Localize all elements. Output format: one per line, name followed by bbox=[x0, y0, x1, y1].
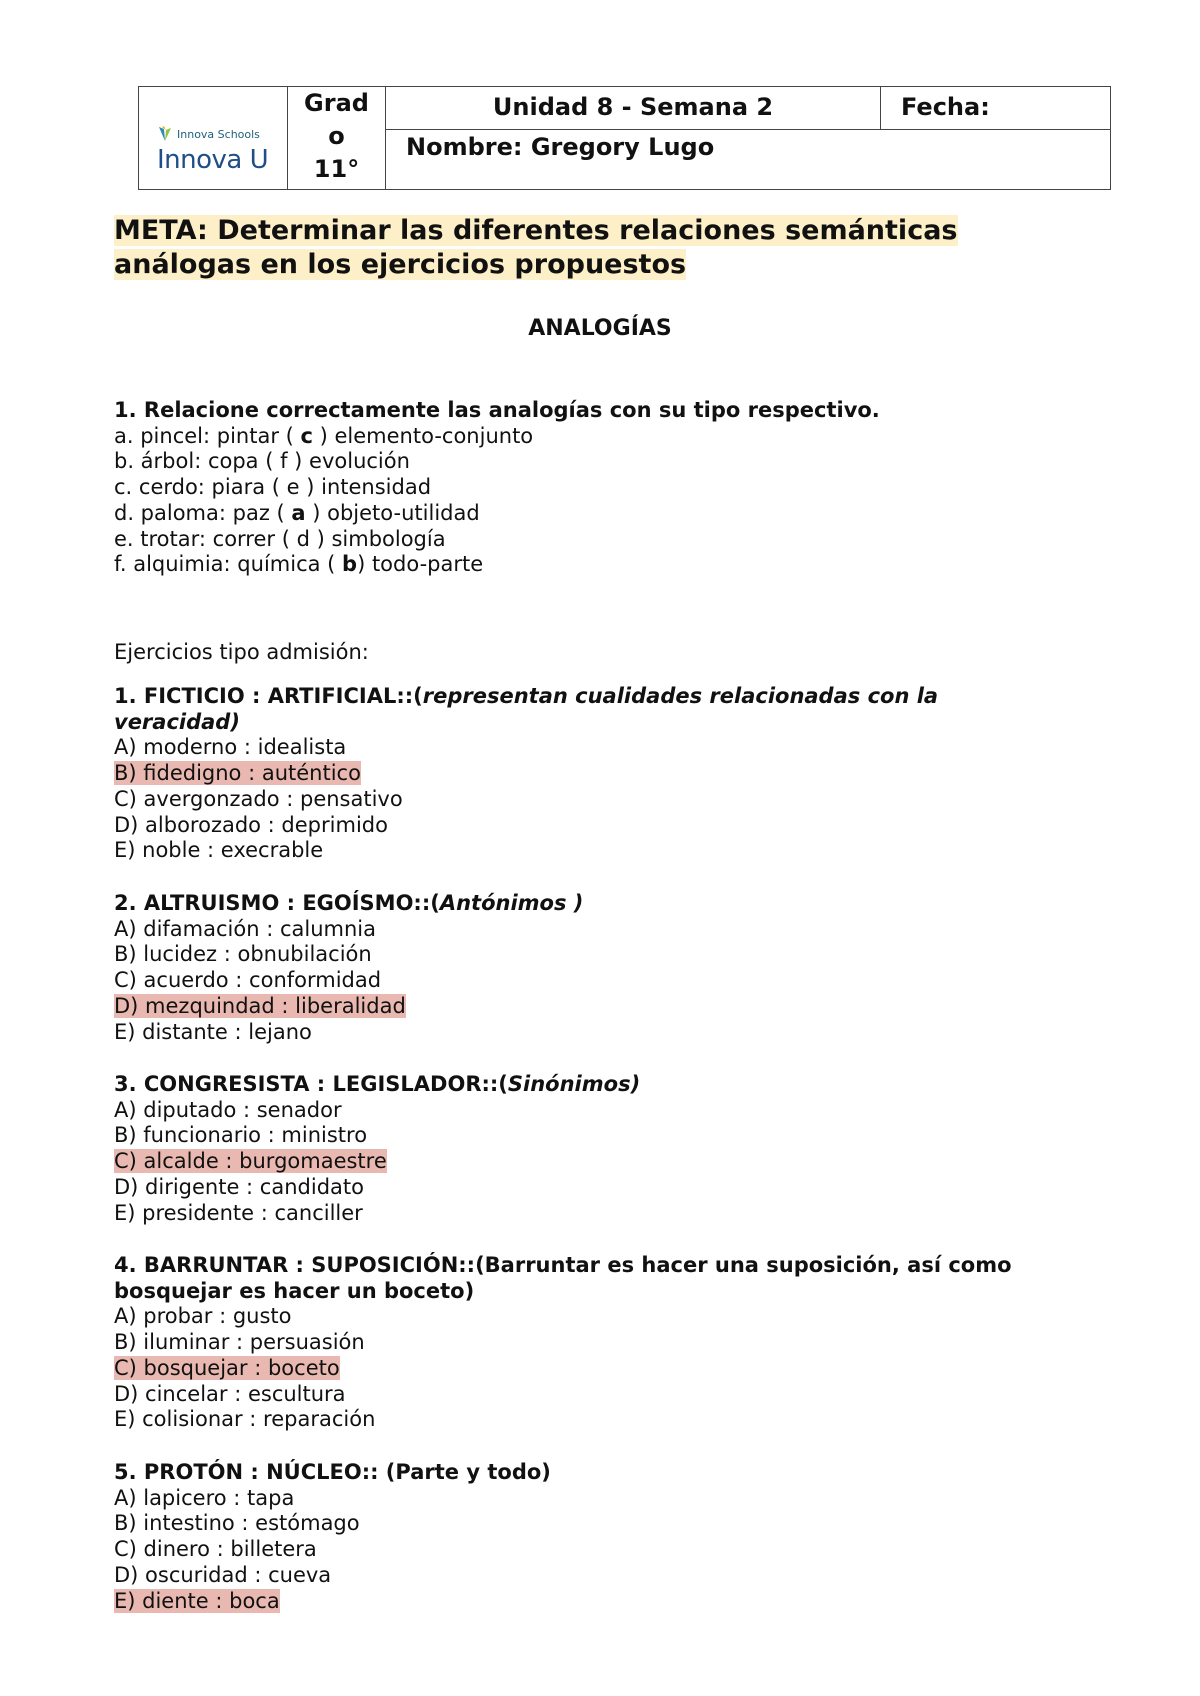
item-type: ) evolución bbox=[287, 449, 410, 474]
grado-line-3: 11° bbox=[313, 155, 360, 183]
option[interactable] bbox=[114, 1486, 1094, 1512]
option-correct[interactable] bbox=[114, 1589, 1094, 1615]
question-3-heading bbox=[114, 1072, 1094, 1098]
item-answer: f bbox=[280, 449, 288, 474]
item-text: a. pincel: pintar ( bbox=[114, 423, 301, 448]
option-text: C) dinero : billetera bbox=[114, 1537, 317, 1562]
option-text: C) bosquejar : boceto bbox=[114, 1355, 340, 1380]
page-title: ANALOGÍAS bbox=[528, 316, 672, 341]
match-item-a bbox=[114, 424, 1094, 450]
option[interactable] bbox=[114, 1537, 1094, 1563]
option[interactable] bbox=[114, 1175, 1094, 1201]
option[interactable] bbox=[114, 787, 1094, 813]
question-hint: representan cualidades relacionadas con la bbox=[422, 684, 939, 708]
match-item-b bbox=[114, 449, 1094, 475]
option[interactable] bbox=[114, 968, 1094, 994]
option-text: B) iluminar : persuasión bbox=[114, 1330, 365, 1355]
item-answer: c bbox=[300, 423, 313, 448]
question-5-heading: 5. PROTÓN : NÚCLEO:: (Parte y todo) bbox=[114, 1460, 551, 1484]
option[interactable] bbox=[114, 838, 1094, 864]
option[interactable] bbox=[114, 813, 1094, 839]
option-text: A) difamación : calumnia bbox=[114, 916, 376, 941]
option[interactable] bbox=[114, 735, 1094, 761]
option[interactable] bbox=[114, 1563, 1094, 1589]
question-4-heading: 4. BARRUNTAR : SUPOSICIÓN::(Barruntar es hacer una suposición, así como bbox=[114, 1253, 1012, 1277]
item-type: ) simbología bbox=[309, 526, 446, 551]
question-4-heading-cont: bosquejar es hacer un boceto) bbox=[114, 1278, 475, 1303]
match-item-c bbox=[114, 475, 1094, 501]
item-text: e. trotar: correr ( bbox=[114, 526, 297, 551]
logo-cell bbox=[139, 87, 288, 189]
option[interactable] bbox=[114, 1304, 1094, 1330]
option-text: D) cincelar : escultura bbox=[114, 1381, 346, 1406]
item-text: c. cerdo: piara ( bbox=[114, 475, 287, 500]
option-text: C) alcalde : burgomaestre bbox=[114, 1149, 387, 1174]
option-correct[interactable] bbox=[114, 994, 1094, 1020]
option[interactable] bbox=[114, 942, 1094, 968]
match-item-d bbox=[114, 501, 1094, 527]
option-text: E) presidente : canciller bbox=[114, 1200, 363, 1225]
option-text: D) oscuridad : cueva bbox=[114, 1562, 332, 1587]
nombre-cell: Nombre: Gregory Lugo bbox=[406, 133, 715, 161]
option[interactable] bbox=[114, 917, 1094, 943]
match-item-f bbox=[114, 552, 1094, 578]
header-table bbox=[138, 86, 1111, 190]
logo-small-text: Innova Schools bbox=[177, 127, 260, 141]
option[interactable] bbox=[114, 1407, 1094, 1433]
admision-heading-text: Ejercicios tipo admisión: bbox=[114, 640, 369, 664]
option[interactable] bbox=[114, 1511, 1094, 1537]
question-hint: Sinónimos) bbox=[507, 1072, 641, 1096]
option-text: D) dirigente : candidato bbox=[114, 1174, 364, 1199]
question-5 bbox=[114, 1460, 1094, 1614]
fecha-cell: Fecha: bbox=[881, 87, 1110, 130]
item-type: ) todo-parte bbox=[357, 552, 484, 577]
option-correct[interactable] bbox=[114, 1149, 1094, 1175]
item-text: b. árbol: copa ( bbox=[114, 449, 281, 474]
option-text: E) noble : execrable bbox=[114, 838, 324, 863]
item-answer: d bbox=[296, 526, 310, 551]
grado-line-2: o bbox=[328, 122, 345, 150]
option-text: A) probar : gusto bbox=[114, 1304, 292, 1329]
item-type: ) elemento-conjunto bbox=[312, 423, 534, 448]
question-1 bbox=[114, 684, 1094, 864]
meta-goal bbox=[114, 214, 1014, 282]
question-stem: 2. ALTRUISMO : EGOÍSMO::( bbox=[114, 891, 440, 915]
question-hint: Antónimos ) bbox=[439, 891, 584, 915]
item-answer: a bbox=[291, 500, 306, 525]
innova-leaf-icon bbox=[157, 125, 173, 143]
option-correct[interactable] bbox=[114, 761, 1094, 787]
option-correct[interactable] bbox=[114, 1356, 1094, 1382]
option-text: A) moderno : idealista bbox=[114, 735, 347, 760]
option-text: B) lucidez : obnubilación bbox=[114, 942, 372, 967]
option-text: A) diputado : senador bbox=[114, 1097, 342, 1122]
question-stem: 3. CONGRESISTA : LEGISLADOR::( bbox=[114, 1072, 508, 1096]
option-text: E) colisionar : reparación bbox=[114, 1407, 376, 1432]
item-answer: e bbox=[286, 475, 300, 500]
option[interactable] bbox=[114, 1201, 1094, 1227]
meta-line-2: análogas en los ejercicios propuestos bbox=[114, 249, 687, 280]
unidad-cell: Unidad 8 - Semana 2 bbox=[386, 87, 881, 130]
item-text: f. alquimia: química ( bbox=[114, 552, 343, 577]
item-type: ) objeto-utilidad bbox=[305, 500, 480, 525]
option-text: D) mezquindad : liberalidad bbox=[114, 993, 406, 1018]
admision-heading bbox=[114, 640, 1094, 666]
question-1-heading bbox=[114, 684, 1094, 710]
option-text: B) fidedigno : auténtico bbox=[114, 761, 361, 786]
question-2 bbox=[114, 891, 1094, 1045]
question-3 bbox=[114, 1072, 1094, 1226]
innova-logo bbox=[157, 125, 277, 175]
option-text: E) distante : lejano bbox=[114, 1019, 312, 1044]
option-text: E) diente : boca bbox=[114, 1588, 280, 1613]
option[interactable] bbox=[114, 1330, 1094, 1356]
option[interactable] bbox=[114, 1098, 1094, 1124]
option[interactable] bbox=[114, 1382, 1094, 1408]
question-hint-cont: veracidad) bbox=[114, 709, 240, 734]
option-text: A) lapicero : tapa bbox=[114, 1485, 295, 1510]
option-text: D) alborozado : deprimido bbox=[114, 812, 388, 837]
option[interactable] bbox=[114, 1020, 1094, 1046]
logo-big-text: Innova U bbox=[157, 145, 269, 175]
section-relacione bbox=[114, 398, 1094, 578]
option-text: C) acuerdo : conformidad bbox=[114, 968, 382, 993]
option-text: B) intestino : estómago bbox=[114, 1511, 360, 1536]
match-item-e bbox=[114, 527, 1094, 553]
item-type: ) intensidad bbox=[299, 475, 432, 500]
option-text: B) funcionario : ministro bbox=[114, 1123, 368, 1148]
item-answer: b bbox=[342, 552, 358, 577]
option[interactable] bbox=[114, 1123, 1094, 1149]
question-stem: 1. FICTICIO : ARTIFICIAL::( bbox=[114, 684, 423, 708]
question-4 bbox=[114, 1253, 1094, 1433]
question-2-heading bbox=[114, 891, 1094, 917]
grado-cell bbox=[288, 87, 386, 189]
grado-line-1: Grad bbox=[304, 89, 369, 117]
section-1-heading: 1. Relacione correctamente las analogías con su tipo respectivo. bbox=[114, 398, 880, 422]
meta-line-1: META: Determinar las diferentes relaciones semánticas bbox=[114, 215, 958, 246]
item-text: d. paloma: paz ( bbox=[114, 500, 292, 525]
option-text: C) avergonzado : pensativo bbox=[114, 786, 403, 811]
